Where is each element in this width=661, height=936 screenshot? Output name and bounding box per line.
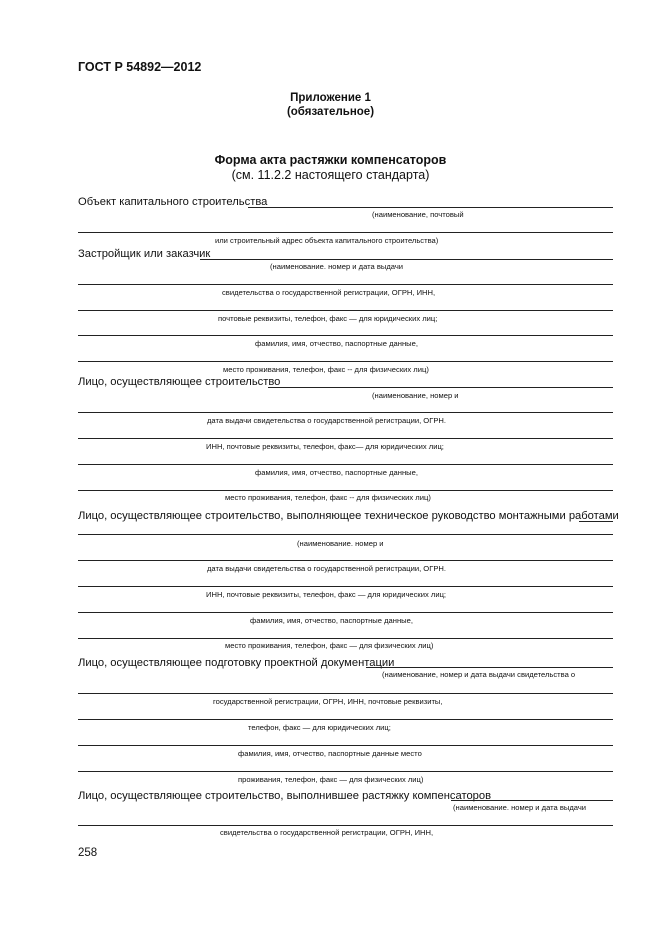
field-caption: фамилия, имя, отчество, паспортные данные,	[255, 339, 418, 348]
field-line[interactable]	[78, 719, 613, 720]
field-line[interactable]	[78, 361, 613, 362]
field-caption: государственной регистрации, ОГРН, ИНН, почтовые реквизиты,	[213, 697, 443, 706]
field-line[interactable]	[248, 207, 613, 208]
field-line[interactable]	[78, 534, 613, 535]
field-caption: (наименование. номер и дата выдачи	[453, 803, 587, 812]
field-caption: свидетельства о государственной регистрации, ОГРН, ИНН,	[220, 828, 434, 837]
field-line[interactable]	[78, 825, 613, 826]
field-label-tech-supervisor: Лицо, осуществляющее строительство, выполняющее техническое руководство монтажными работами	[78, 510, 619, 522]
document-code: ГОСТ Р 54892—2012	[78, 60, 202, 74]
field-line[interactable]	[78, 464, 613, 465]
field-line[interactable]	[78, 560, 613, 561]
field-caption: (наименование. номер и	[297, 539, 384, 548]
field-caption: проживания, телефон, факс — для физических лиц)	[238, 775, 424, 784]
field-line[interactable]	[78, 438, 613, 439]
form-subtitle: (см. 11.2.2 настоящего стандарта)	[231, 168, 430, 182]
appendix-heading	[0, 91, 661, 119]
field-caption: дата выдачи свидетельства о государственной регистрации, ОГРН.	[207, 564, 446, 573]
field-caption: фамилия, имя, отчество, паспортные данные место	[238, 749, 422, 758]
field-caption: фамилия, имя, отчество, паспортные данные,	[250, 616, 413, 625]
field-caption: свидетельства о государственной регистрации, ОГРН, ИНН,	[222, 288, 436, 297]
field-label-object: Объект капитального строительства	[78, 196, 268, 208]
field-line[interactable]	[78, 586, 613, 587]
field-caption: телефон, факс — для юридических лиц;	[248, 723, 391, 732]
field-label-developer: Застройщик или заказчик	[78, 248, 211, 260]
field-caption: (наименование. номер и дата выдачи	[270, 262, 404, 271]
field-line[interactable]	[78, 232, 613, 233]
field-caption: почтовые реквизиты, телефон, факс — для юридических лиц;	[218, 314, 438, 323]
field-caption: (наименование, номер и дата выдачи свидетельства о	[382, 670, 576, 679]
field-caption: место проживания, телефон, факс -- для физических лиц)	[225, 493, 431, 502]
field-caption: (наименование, почтовый	[372, 210, 464, 219]
field-line[interactable]	[200, 259, 613, 260]
field-line[interactable]	[78, 745, 613, 746]
field-caption: место проживания, телефон, факс — для физических лиц)	[225, 641, 434, 650]
field-line[interactable]	[78, 693, 613, 694]
field-caption: ИНН, почтовые реквизиты, телефон, факс— для юридических лиц;	[206, 442, 444, 451]
page-number: 258	[78, 847, 98, 859]
field-line[interactable]	[78, 412, 613, 413]
field-line[interactable]	[78, 310, 613, 311]
field-line[interactable]	[78, 335, 613, 336]
field-line[interactable]	[579, 521, 613, 522]
appendix-type: (обязательное)	[286, 106, 375, 118]
field-caption: ИНН, почтовые реквизиты, телефон, факс — для юридических лиц;	[206, 590, 447, 599]
form-title: Форма акта растяжки компенсаторов	[214, 153, 447, 167]
appendix-title: Приложение 1	[290, 92, 371, 104]
field-label-designer: Лицо, осуществляющее подготовку проектной документации	[78, 657, 395, 669]
field-line[interactable]	[451, 800, 613, 801]
field-line[interactable]	[78, 771, 613, 772]
field-caption: или строительный адрес объекта капитального строительства)	[215, 236, 439, 245]
field-caption: место проживания, телефон, факс -- для физических лиц)	[223, 365, 429, 374]
field-line[interactable]	[78, 490, 613, 491]
field-line[interactable]	[78, 638, 613, 639]
form-heading	[0, 153, 661, 183]
field-line[interactable]	[268, 387, 613, 388]
field-label-builder: Лицо, осуществляющее строительство	[78, 376, 281, 388]
field-caption: (наименование, номер и	[372, 391, 459, 400]
field-caption: фамилия, имя, отчество, паспортные данные,	[255, 468, 418, 477]
field-label-compensator-contractor: Лицо, осуществляющее строительство, выполнившее растяжку компенсаторов	[78, 790, 492, 802]
field-line[interactable]	[78, 612, 613, 613]
field-caption: дата выдачи свидетельства о государственной регистрации, ОГРН.	[207, 416, 446, 425]
field-line[interactable]	[366, 667, 613, 668]
field-line[interactable]	[78, 284, 613, 285]
